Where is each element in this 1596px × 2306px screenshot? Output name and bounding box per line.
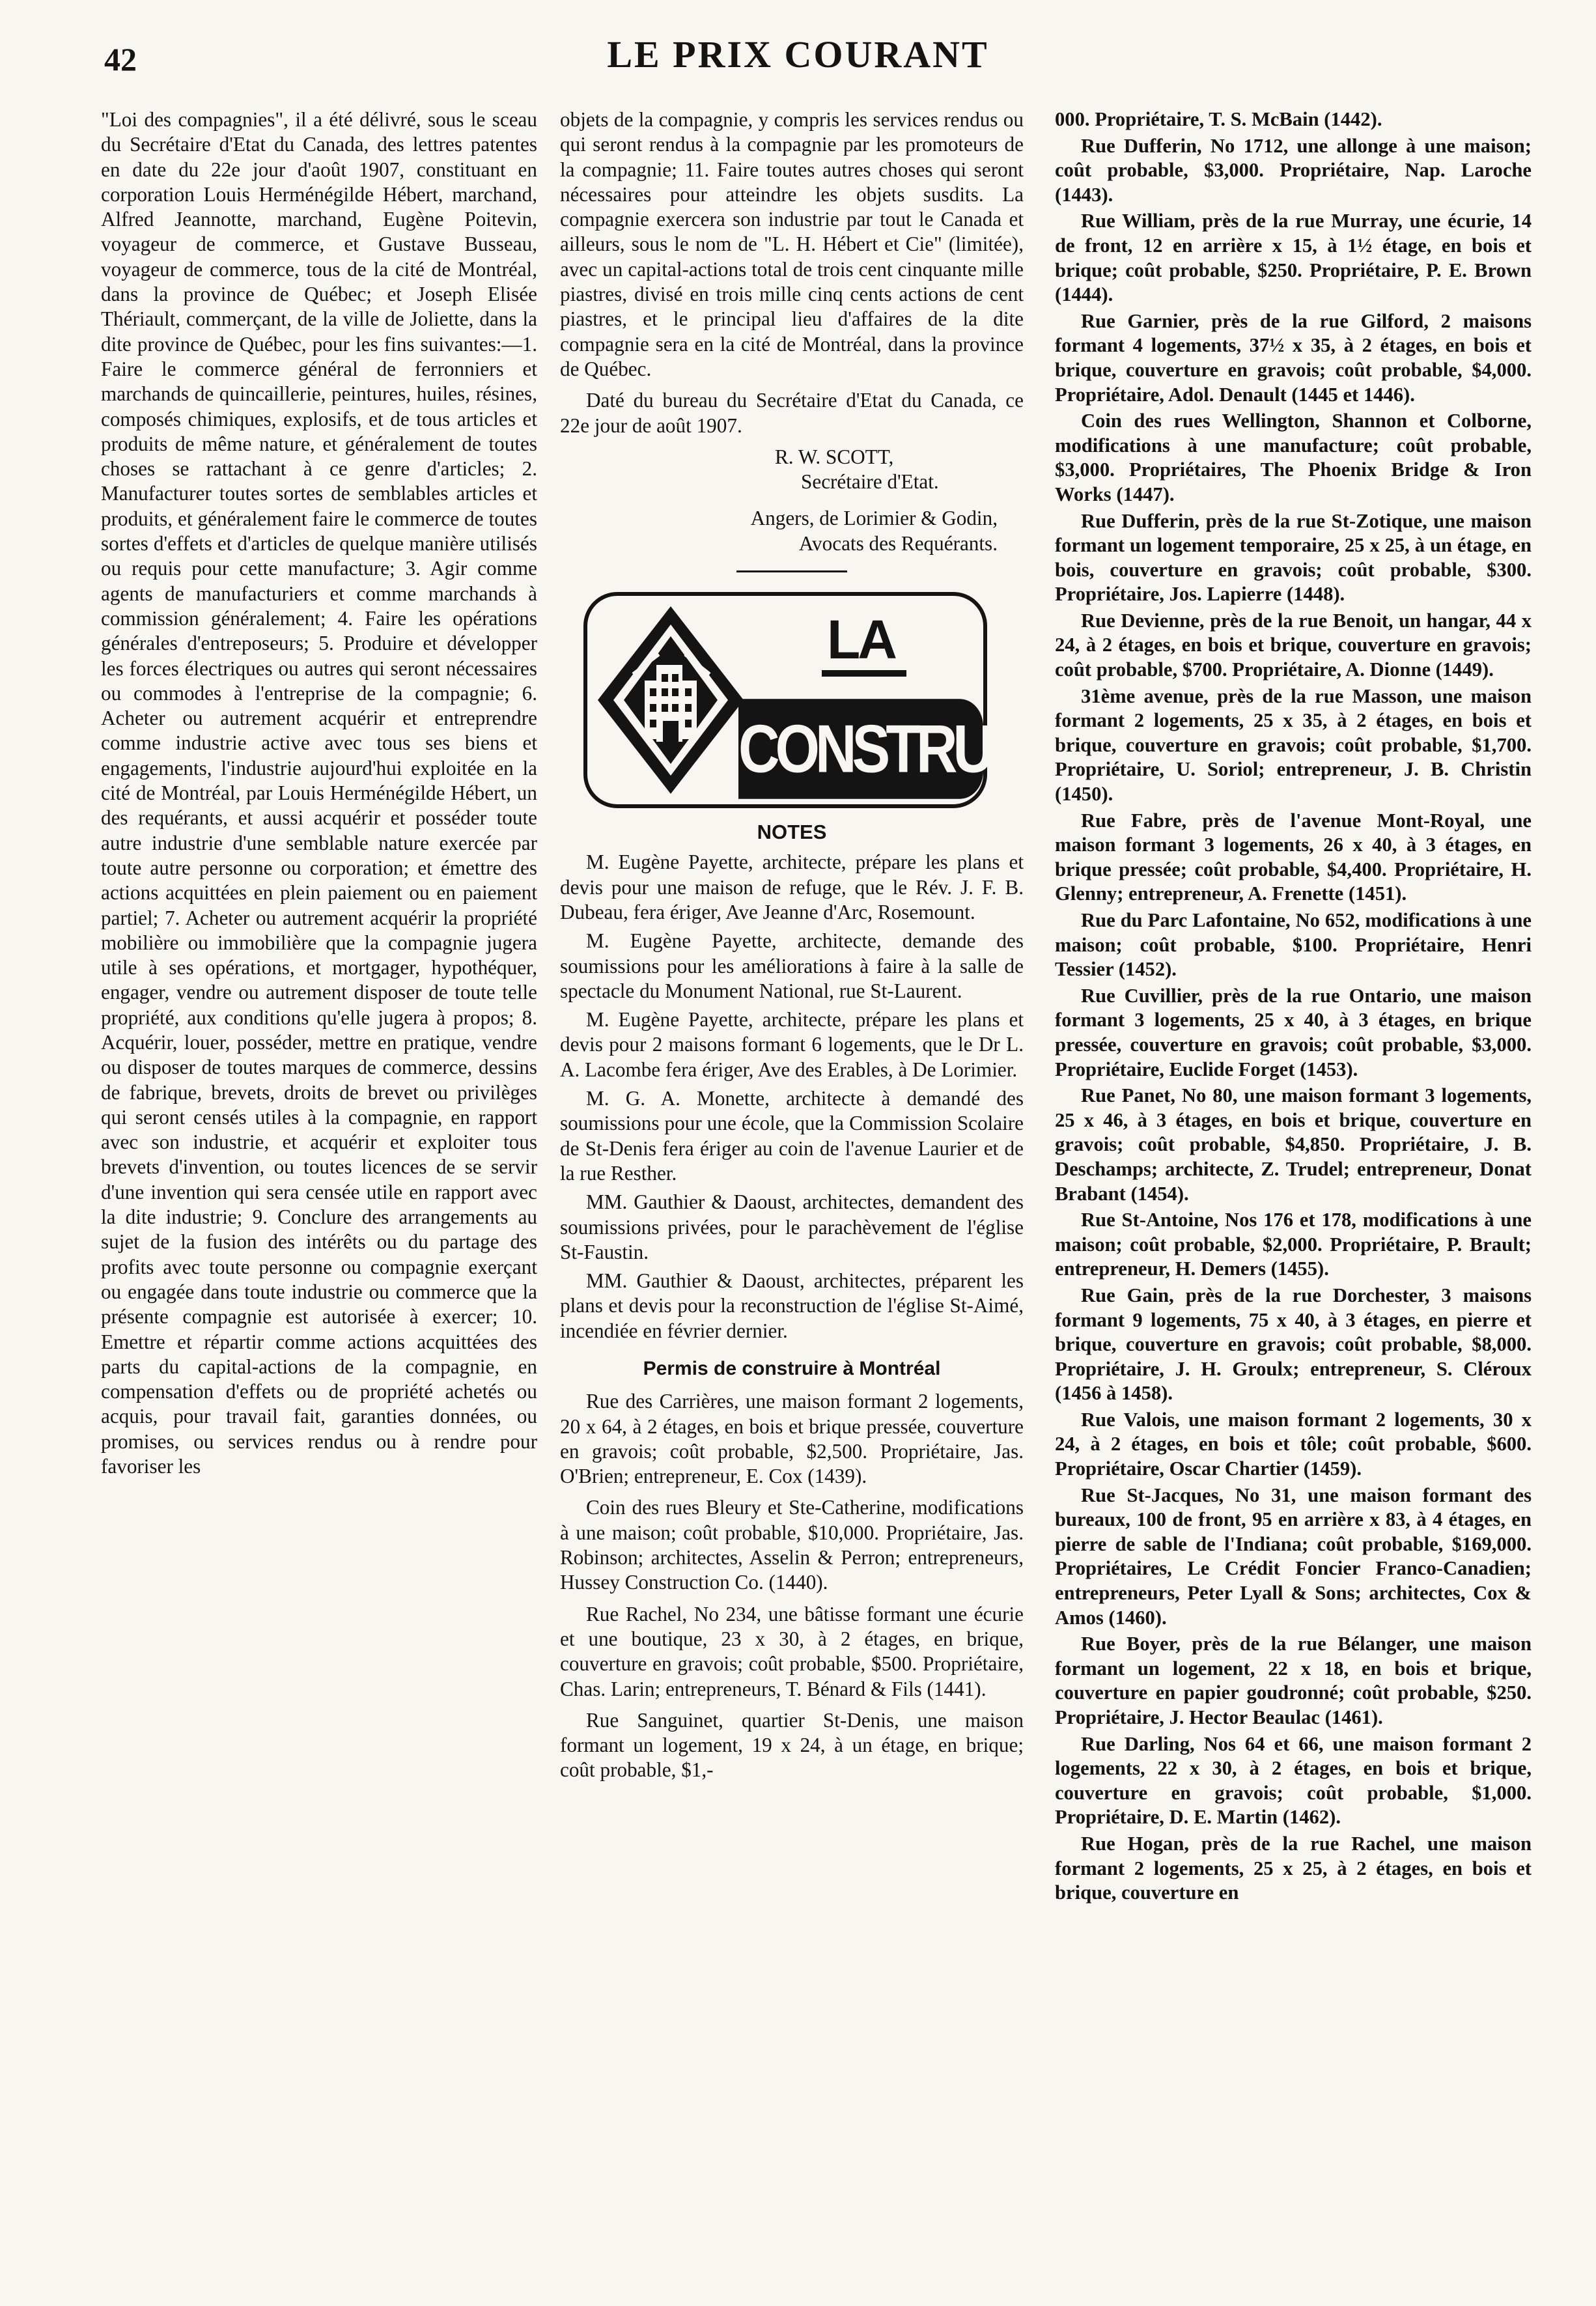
- permit-entry: Rue Hogan, près de la rue Rachel, une maison formant 2 logements, 25 x 25, à 2 étages, en bois et brique, couverture en: [1055, 1832, 1532, 1904]
- permit-entry: Rue Boyer, près de la rue Bélanger, une maison formant un logement, 22 x 18, en bois et brique, couverture en papier goudronné; coût probable, $250. Propriétaire, J. Hector Beaulac (1461).: [1055, 1633, 1532, 1728]
- note-item: MM. Gauthier & Daoust, architectes, préparent les plans et devis pour la reconstruction de l'église St-Aimé, incendiée en février dernier.: [560, 1269, 1024, 1342]
- building-emblem-icon: [594, 602, 748, 798]
- note-item: M. Eugène Payette, architecte, prépare les plans et devis pour 2 maisons formant 6 logements, que le Dr L. A. Lacombe fera ériger, Ave des Erables, à De Lorimier.: [560, 1008, 1024, 1081]
- permit-entry: Rue St-Jacques, No 31, une maison formant des bureaux, 100 de front, 95 en arrière x 83, à 4 étages, en pierre de sable de l'Indiana; coût probable, $169,000. Propriétaires, Le Crédit Foncier Franco-Canadien; entrepreneurs, Peter Lyall & Sons; architectes, Cox & Amos (1460).: [1055, 1483, 1532, 1629]
- permis-heading: Permis de construire à Montréal: [643, 1357, 941, 1379]
- lawyers-name: Angers, de Lorimier & Godin,: [750, 507, 998, 530]
- permit-entry: Rue Rachel, No 234, une bâtisse formant une écurie et une boutique, 23 x 30, à 2 étages, en brique, couverture en gravois; coût probable, $500. Propriétaire, Chas. Larin; entrepreneurs, T. Bénard & Fils (1441).: [560, 1602, 1024, 1700]
- note-item: M. Eugène Payette, architecte, demande des soumissions pour les améliorations à faire à la salle de spectacle du Monument National, rue St-Laurent.: [560, 929, 1024, 1002]
- notes-list: [560, 850, 1024, 1343]
- signature-title: Secrétaire d'Etat.: [801, 470, 939, 494]
- permit-entry: Rue Fabre, près de l'avenue Mont-Royal, une maison formant 3 logements, 26 x 40, à 3 étages, en brique pressée; coût probable, $4,400. Propriétaire, H. Glenny; entrepreneur, A. Frenette (1451).: [1055, 809, 1532, 905]
- note-item: M. Eugène Payette, architecte, prépare les plans et devis pour une maison de refuge, que le Rév. J. F. B. Dubeau, fera ériger, Ave Jeanne d'Arc, Rosemount.: [560, 851, 1024, 923]
- banner-la-text: LA: [827, 609, 895, 671]
- column-3: [1055, 107, 1532, 1907]
- permit-entry: Rue Dufferin, près de la rue St-Zotique, une maison formant un logement temporaire, 25 x 25, à un étage, en bois, couverture en gravois; coût probable, $300. Propriétaire, Jos. Lapierre (1448).: [1055, 509, 1532, 606]
- permit-entry: Rue Valois, une maison formant 2 logements, 30 x 24, à 2 étages, en bois et tôle; coût probable, $600. Propriétaire, Oscar Chartier (1459).: [1055, 1408, 1532, 1480]
- permit-entry: Rue William, près de la rue Murray, une écurie, 14 de front, 12 en arrière x 15, à 1½ étage, en bois et brique; coût probable, $250. Propriétaire, P. E. Brown (1444).: [1055, 210, 1532, 306]
- permit-entry: 31ème avenue, près de la rue Masson, une maison formant 2 logements, 25 x 35, à 2 étages, en bois et brique, couverture en gravois; coût probable, $1,700. Propriétaire, U. Soriol; entrepreneur, J. B. Christin (1450).: [1055, 684, 1532, 806]
- column-1: [101, 107, 537, 1485]
- permit-entry: Rue Dufferin, No 1712, une allonge à une maison; coût probable, $3,000. Propriétaire, Nap. Laroche (1443).: [1055, 134, 1532, 206]
- column-2: [560, 107, 1145, 1790]
- incorporation-text: "Loi des compagnies", il a été délivré, sous le sceau du Secrétaire d'Etat du Canada, des lettres patentes en date du 22e jour d'août 1907, constituant en corporation Louis Herménégilde Hébert, marchand, Alfred Jeannotte, marchand, Eugène Poitevin, voyageur de commerce, et Gustave Busseau, voyageur de commerce, tous de la cité de Montréal, dans la province de Québec; et Joseph Elisée Thériault, commerçant, de la ville de Joliette, dans la dite province de Québec, pour les fins suivantes:—1. Faire le commerce général de ferronniers et marchands de quincaillerie, peintures, huiles, résines, composés chimiques, explosifs, et de tous articles et produits de même nature, et généralement de toutes choses se rattachant à ce genre d'articles; 2. Manufacturer toutes sortes de semblables articles et produits, et généralement faire le commerce de toutes sortes d'effets et d'articles de quelque manière utilisés ou requis pour cette manufacture; 3. Agir comme agents de manufacturiers et comme marchands à commission généralement; 4. Faire les opérations générales d'entreposeurs; 5. Produire et développer les forces électriques ou autres qui seront nécessaires ou commodes à l'entreprise de la compagnie; 6. Acheter ou autrement acquérir et entreprendre comme industrie active avec tous ses biens et engagements, l'industrie aujourd'hui exploitée en la cité de Montréal, par Louis Herménégilde Hébert, un des requérants, et aussi acquérir et posséder toute autre industrie d'une semblable nature exercée par toute autre personne ou corporation; et émettre des actions acquittées en plein paiement ou en paiement partiel; 7. Acheter ou autrement acquérir la propriété mobilière ou immobilière que la compagnie jugera utile à ses opérations, et mortgager, hypothéquer, engager, vendre ou autrement disposer de toute telle propriété, aux conditions qu'elle jugera à propos; 8. Acquérir, louer, posséder, mettre en pratique, vendre ou disposer de toutes marques de commerce, dessins de fabrique, brevets, droits de brevet ou privilèges qui seront censés utiles à la compagnie, en rapport avec son industrie, et acquérir et exploiter tous brevets d'invention, ou toutes licences de se servir d'une invention qui sera censée utile en rapport avec la dite industrie; 9. Conclure des arrangements au sujet de la fusion des intérêts ou du partage des profits avec toute personne ou compagnie exerçant ou engagée dans toute industrie ou commerce que la présente compagnie est autorisée à exercer; 10. Emettre et répartir comme actions acquittées des parts du capital-actions de la compagnie, en compensation d'effets ou de propriété achetés ou acquis, pour travail fait, garanties données, ou promises, ou services rendus ou à rendre pour favoriser les: [101, 108, 537, 1478]
- permit-entry: Rue St-Antoine, Nos 176 et 178, modifications à une maison; coût probable, $2,000. Propriétaire, P. Brault; entrepreneur, H. Demers (1455).: [1055, 1209, 1532, 1280]
- lawyers-title: Avocats des Requérants.: [798, 531, 998, 555]
- notes-heading: NOTES: [757, 821, 827, 844]
- permit-entry: Coin des rues Bleury et Ste-Catherine, modifications à une maison; coût probable, $10,000. Propriétaire, Jas. Robinson; architectes, Asselin & Perron; entrepreneurs, Hussey Construction Co. (1440).: [560, 1496, 1024, 1594]
- permit-entry: Rue Cuvillier, près de la rue Ontario, une maison formant 3 logements, 25 x 40, à 3 étages, en brique pressée, couverture en gravois; coût probable, $3,000. Propriétaire, Euclide Forget (1453).: [1055, 984, 1532, 1080]
- dated-line: Daté du bureau du Secrétaire d'Etat du Canada, ce 22e jour de août 1907.: [560, 389, 1024, 437]
- la-construction-banner: [583, 592, 1145, 808]
- permit-entry: Rue Gain, près de la rue Dorchester, 3 maisons formant 9 logements, 75 x 40, à 3 étages, en pierre et brique, couverture en gravois; coût probable, $8,000. Propriétaire, J. H. Groulx; entrepreneur, S. Cléroux (1456 à 1458).: [1055, 1284, 1532, 1405]
- permit-entry: Rue Devienne, près de la rue Benoit, un hangar, 44 x 24, à 2 étages, en bois et brique, couverture en gravois; coût probable, $700. Propriétaire, A. Dionne (1449).: [1055, 609, 1532, 681]
- signature-name: R. W. SCOTT,: [775, 445, 894, 468]
- note-item: M. G. A. Monette, architecte à demandé des soumissions pour une école, que la Commission Scolaire de St-Denis fera ériger au coin de l'avenue Laurier et de la rue Resther.: [560, 1087, 1024, 1185]
- permit-entry: Rue Darling, Nos 64 et 66, une maison formant 2 logements, 22 x 30, à 2 étages, en bois et brique, couverture en gravois; coût probable, $1,000. Propriétaire, D. E. Martin (1462).: [1055, 1732, 1532, 1829]
- permis-list: [560, 1389, 1024, 1782]
- permit-entry: Rue Garnier, près de la rue Gilford, 2 maisons formant 4 logements, 37½ x 35, à 2 étages, en bois et brique, couverture en gravois; coût probable, $4,000. Propriétaire, Adol. Denault (1445 et 1446).: [1055, 309, 1532, 406]
- permit-entry: Rue Panet, No 80, une maison formant 3 logements, 25 x 46, à 3 étages, en bois et brique, couverture en gravois; coût probable, $4,850. Propriétaire, J. B. Deschamps; architecte, Z. Trudel; entrepreneur, Donat Brabant (1454).: [1055, 1084, 1532, 1205]
- permit-entry: 000. Propriétaire, T. S. McBain (1442).: [1055, 108, 1382, 130]
- permit-entry: Rue du Parc Lafontaine, No 652, modifications à une maison; coût probable, $100. Propriétaire, Henri Tessier (1452).: [1055, 909, 1532, 981]
- section-divider: [736, 570, 847, 572]
- note-item: MM. Gauthier & Daoust, architectes, demandent des soumissions privées, pour le parachèvement de l'église St-Faustin.: [560, 1190, 1024, 1263]
- permit-entry: Rue Sanguinet, quartier St-Denis, une maison formant un logement, 19 x 24, à un étage, en brique; coût probable, $1,-: [560, 1708, 1024, 1782]
- banner-construction-text: CONSTRUCTION: [738, 699, 983, 798]
- page-number: 42: [104, 41, 137, 77]
- banner-underline: [822, 670, 906, 677]
- permit-entry: Rue des Carrières, une maison formant 2 logements, 20 x 64, à 2 étages, en bois et brique pressée, couverture en gravois; coût probable, $2,500. Propriétaire, Jas. O'Brien; entrepreneur, E. Cox (1439).: [560, 1390, 1024, 1488]
- incorporation-text-continued: objets de la compagnie, y compris les services rendus ou qui seront rendus à la compagnie par les promoteurs de la compagnie; 11. Faire toutes autres choses qui seront nécessaires pour atteindre les objets susdits. La compagnie exercera son industrie par tout le Canada et ailleurs, sous le nom de "L. H. Hébert et Cie" (limitée), avec un capital-actions total de trois cent cinquante mille piastres, divisé en trois mille cinq cents actions de cent piastres, et le principal lieu d'affaires de la dite compagnie sera en la cité de Montréal, dans la province de Québec.: [560, 108, 1024, 380]
- permit-entry: Coin des rues Wellington, Shannon et Colborne, modifications à une manufacture; coût probable, $3,000. Propriétaires, The Phoenix Bridge & Iron Works (1447).: [1055, 410, 1532, 505]
- masthead-title: LE PRIX COURANT: [607, 33, 989, 76]
